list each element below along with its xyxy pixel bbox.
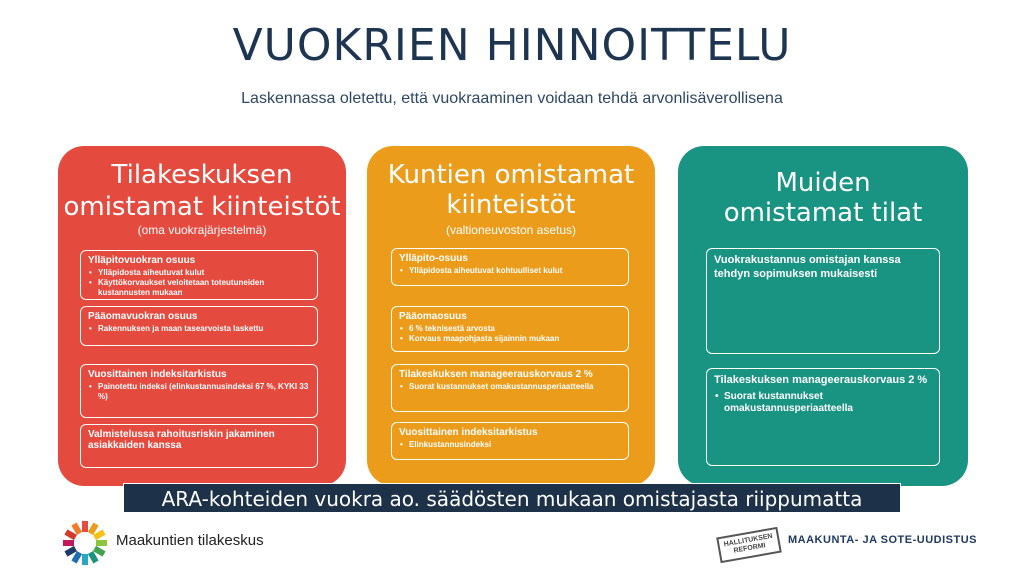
info-box — [80, 364, 318, 418]
box-bullet: • Suorat kustannukset omakustannusperiaatteella — [407, 382, 621, 392]
box-bullet: • Ylläpidosta aiheutuvat kulut — [96, 268, 310, 278]
logo-text: Maakuntien tilakeskus — [116, 532, 264, 549]
card-title-line1: Kuntien omistamat — [387, 160, 635, 190]
reform-text: MAAKUNTA- JA SOTE-UUDISTUS — [788, 534, 977, 546]
box-heading: Pääomavuokran osuus — [88, 311, 198, 322]
info-box — [706, 368, 940, 466]
box-heading: Vuosittainen indeksitarkistus — [399, 427, 538, 438]
box-bullet: • Elinkustannusindeksi — [407, 440, 621, 450]
box-heading: Tilakeskuksen manageerauskorvaus 2 % — [399, 369, 593, 380]
info-box — [391, 306, 629, 352]
info-box — [80, 306, 318, 346]
card-muut — [678, 146, 968, 486]
card-kunnat — [367, 146, 655, 486]
info-box — [391, 364, 629, 412]
box-bullet: • Käyttökorvaukset veloitetaan toteutuneiden kustannusten mukaan — [96, 278, 310, 298]
box-heading: Tilakeskuksen manageerauskorvaus 2 % — [714, 374, 928, 386]
box-bullet: • Suorat kustannukset omakustannusperiaatteella — [722, 391, 932, 415]
card-title-line2: omistamat kiinteistöt — [63, 192, 341, 222]
info-box — [80, 424, 318, 468]
box-heading: Valmistelussa rahoitusriskin jakaminen asiakkaiden kanssa — [88, 429, 275, 451]
box-heading: Ylläpito-osuus — [399, 253, 468, 264]
box-heading: Vuosittainen indeksitarkistus — [88, 369, 227, 380]
card-subtitle: (oma vuokrajärjestelmä) — [137, 223, 267, 237]
reform-stamp: HALLITUKSEN REFORMI — [716, 527, 782, 563]
page-subtitle: Laskennassa oletettu, että vuokraaminen voidaan tehdä arvonlisäverollisena — [241, 90, 783, 107]
box-bullet: • Ylläpidosta aiheutuvat kohtuulliset kulut — [407, 266, 621, 276]
info-box — [706, 248, 940, 354]
info-box — [80, 250, 318, 300]
card-subtitle: (valtioneuvoston asetus) — [445, 223, 577, 237]
card-title-line2: kiinteistöt — [446, 190, 576, 220]
info-box — [391, 248, 629, 286]
page-title: VUOKRIEN HINNOITTELU — [232, 20, 792, 71]
tilakeskus-logo — [60, 518, 264, 566]
box-heading: Vuokrakustannus omistajan kanssa tehdyn sopimuksen mukaisesti — [714, 254, 901, 280]
card-title-line1: Muiden — [775, 168, 871, 198]
box-heading: Ylläpitovuokran osuus — [88, 255, 196, 266]
card-tilakeskus — [58, 146, 346, 486]
info-box — [391, 422, 629, 460]
box-heading: Pääomaosuus — [399, 311, 467, 322]
card-title-line2: omistamat tilat — [723, 198, 923, 228]
box-bullet: • Rakennuksen ja maan tasearvoista laskettu — [96, 324, 310, 334]
box-bullet: • Korvaus maapohjasta sijainnin mukaan — [407, 334, 621, 344]
box-bullet: • Painotettu indeksi (elinkustannusindeksi 67 %, KYKI 33 %) — [96, 382, 310, 402]
ara-banner: ARA-kohteiden vuokra ao. säädösten mukaan omistajasta riippumatta — [123, 483, 901, 513]
card-title-line1: Tilakeskuksen — [111, 160, 293, 190]
box-bullet: • 6 % teknisestä arvosta — [407, 324, 621, 334]
tilakeskus-logo-icon — [60, 518, 110, 568]
